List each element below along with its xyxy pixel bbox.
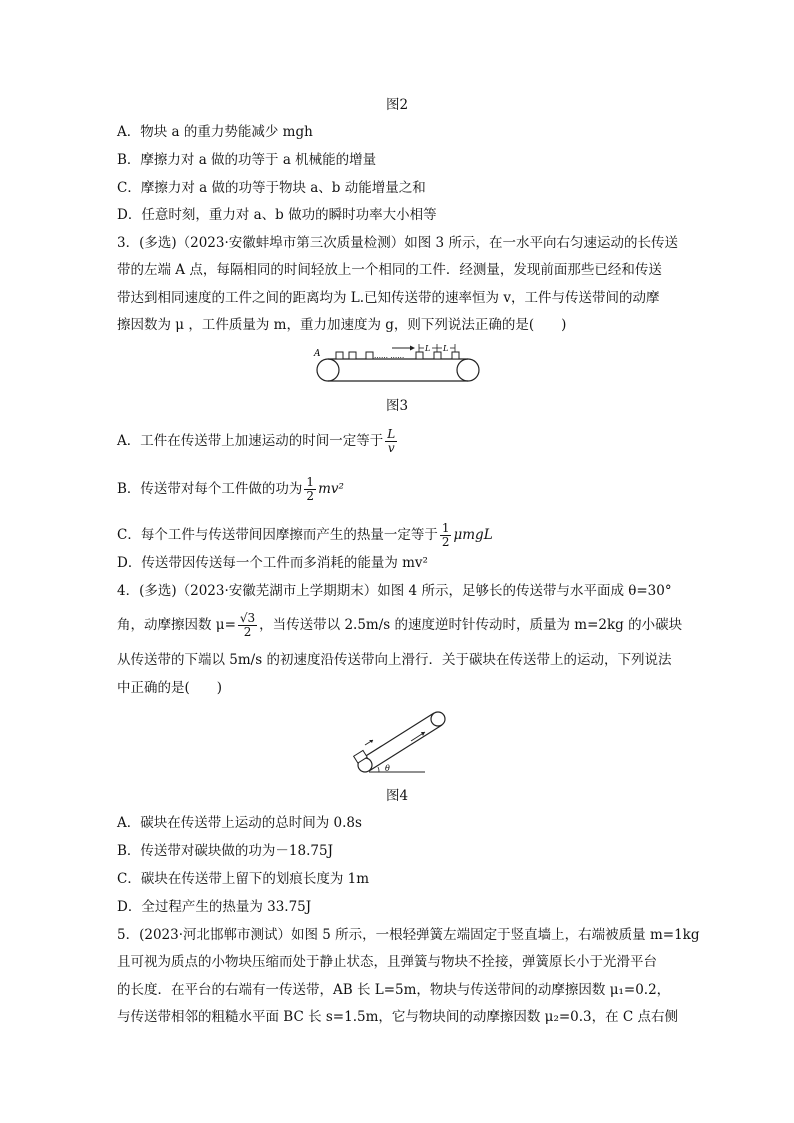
belt-upper-edge — [361, 713, 434, 759]
q2-option-d: D．任意时刻，重力对 a、b 做功的瞬时功率大小相等 — [117, 207, 437, 223]
q3-option-d: D．传送带因传送每一个工件而多消耗的能量为 mv² — [117, 555, 428, 571]
ellipsis-label: …… …… — [374, 352, 405, 360]
theta-label: θ — [385, 764, 390, 773]
figure-3-caption: 图3 — [385, 398, 409, 414]
q3-option-a — [117, 428, 399, 455]
q3-option-a-fraction — [385, 428, 397, 455]
q5-line-4: 与传送带相邻的粗糙水平面 BC 长 s=1.5m，它与物块间的动摩擦因数 μ₂=0.3，在 C 点右侧 — [117, 1009, 679, 1025]
q5-line-2: 且可视为质点的小物块压缩而处于静止状态，且弹簧与物块不拴接，弹簧原长小于光滑平台 — [117, 954, 657, 970]
q3-option-b — [117, 476, 344, 503]
q3-stem-line-3: 带达到相同速度的工件之间的距离均为 L.已知传送带的速率恒为 v，工件与传送带间的动摩 — [117, 290, 660, 306]
angle-arc — [378, 767, 379, 772]
q4-option-a: A．碳块在传送带上运动的总时间为 0.8s — [117, 815, 362, 831]
q4-mu-fraction — [238, 612, 257, 639]
q5-line-3: 的长度．在平台的右端有一传送带，AB 长 L=5m，物块与传送带间的动摩擦因数 μ₁=0.2， — [117, 982, 671, 998]
q3-option-b-expr: mv² — [318, 481, 344, 497]
carbon-block — [354, 750, 368, 763]
q3-option-b-fraction — [304, 476, 316, 503]
q3-option-a-text: A．工件在传送带上加速运动的时间一定等于 — [117, 433, 384, 449]
velocity-arrow-head — [410, 346, 415, 351]
fraction-numerator: 1 — [306, 475, 315, 489]
left-pulley — [317, 359, 339, 381]
q4-option-c: C．碳块在传送带上留下的划痕长度为 1m — [117, 871, 370, 887]
q4-stem-line-1: 4．(多选)（2023·安徽芜湖市上学期期末）如图 4 所示，足够长的传送带与水平面成 θ=30° — [117, 583, 672, 599]
fraction-numerator: √3 — [239, 611, 256, 625]
q4-option-d: D．全过程产生的热量为 33.75J — [117, 899, 312, 915]
right-pulley — [457, 359, 479, 381]
q4-stem-line-3: 从传送带的下端以 5m/s 的初速度沿传送带向上滑行．关于碳块在传送带上的运动，下列说法 — [117, 652, 672, 668]
fraction-denominator: 2 — [306, 489, 315, 503]
q3-stem-line-4: 擦因数为 μ ，工件质量为 m，重力加速度为 g，则下列说法正确的是( ) — [117, 317, 567, 333]
q3-option-c-expr: μmgL — [453, 527, 493, 543]
q3-stem-line-2: 带的左端 A 点，每隔相同的时间轻放上一个相同的工件．经测量，发现前面那些已经和传送 — [117, 262, 662, 278]
belt-lower-edge — [369, 725, 442, 771]
q5-line-1: 5．(2023·河北邯郸市测试）如图 5 所示，一根轻弹簧左端固定于竖直墙上，右端被质量 m=1kg — [117, 927, 700, 943]
q3-stem-line-1: 3．(多选)（2023·安徽蚌埠市第三次质量检测）如图 3 所示，在一水平向右匀速运动的长传送 — [117, 235, 678, 251]
figure-2-caption: 图2 — [385, 97, 409, 113]
q4-stem-line-2-a: 角，动摩擦因数 μ= — [117, 617, 236, 633]
q2-option-c: C．摩擦力对 a 做的功等于物块 a、b 动能增量之和 — [117, 180, 426, 196]
q3-option-c — [117, 522, 493, 549]
fraction-denominator: 2 — [441, 535, 450, 549]
l-label-1: L — [425, 344, 431, 353]
q3-option-c-text: C．每个工件与传送带间因摩擦而产生的热量一定等于 — [117, 527, 438, 543]
q4-stem-line-2 — [117, 612, 682, 639]
fraction-denominator: 2 — [243, 625, 252, 639]
workpiece — [366, 352, 373, 359]
q4-stem-line-2-b: ，当传送带以 2.5m/s 的速度逆时针传动时，质量为 m=2kg 的小碳块 — [259, 617, 683, 633]
q3-option-c-fraction — [440, 522, 452, 549]
fraction-numerator: 1 — [441, 521, 450, 535]
q2-option-a: A．物块 a 的重力势能减少 mgh — [117, 124, 313, 140]
figure-4-inclined-conveyor — [345, 705, 460, 780]
workpiece — [416, 352, 423, 359]
figure-3-conveyor-diagram — [300, 340, 490, 388]
q4-stem-line-4: 中正确的是( ) — [117, 680, 223, 696]
q4-option-b: B．传送带对碳块做的功为－18.75J — [117, 843, 333, 859]
figure-4-caption: 图4 — [385, 788, 409, 804]
workpiece — [349, 352, 356, 359]
workpiece — [336, 352, 343, 359]
fraction-numerator: L — [387, 427, 396, 441]
q3-option-b-text: B．传送带对每个工件做的功为 — [117, 481, 303, 497]
fraction-denominator: v — [387, 441, 395, 455]
l-label-2: L — [443, 344, 449, 353]
workpiece — [452, 352, 459, 359]
workpiece — [434, 352, 441, 359]
q2-option-b: B．摩擦力对 a 做的功等于 a 机械能的增量 — [117, 152, 377, 168]
point-a-label: A — [314, 349, 321, 359]
